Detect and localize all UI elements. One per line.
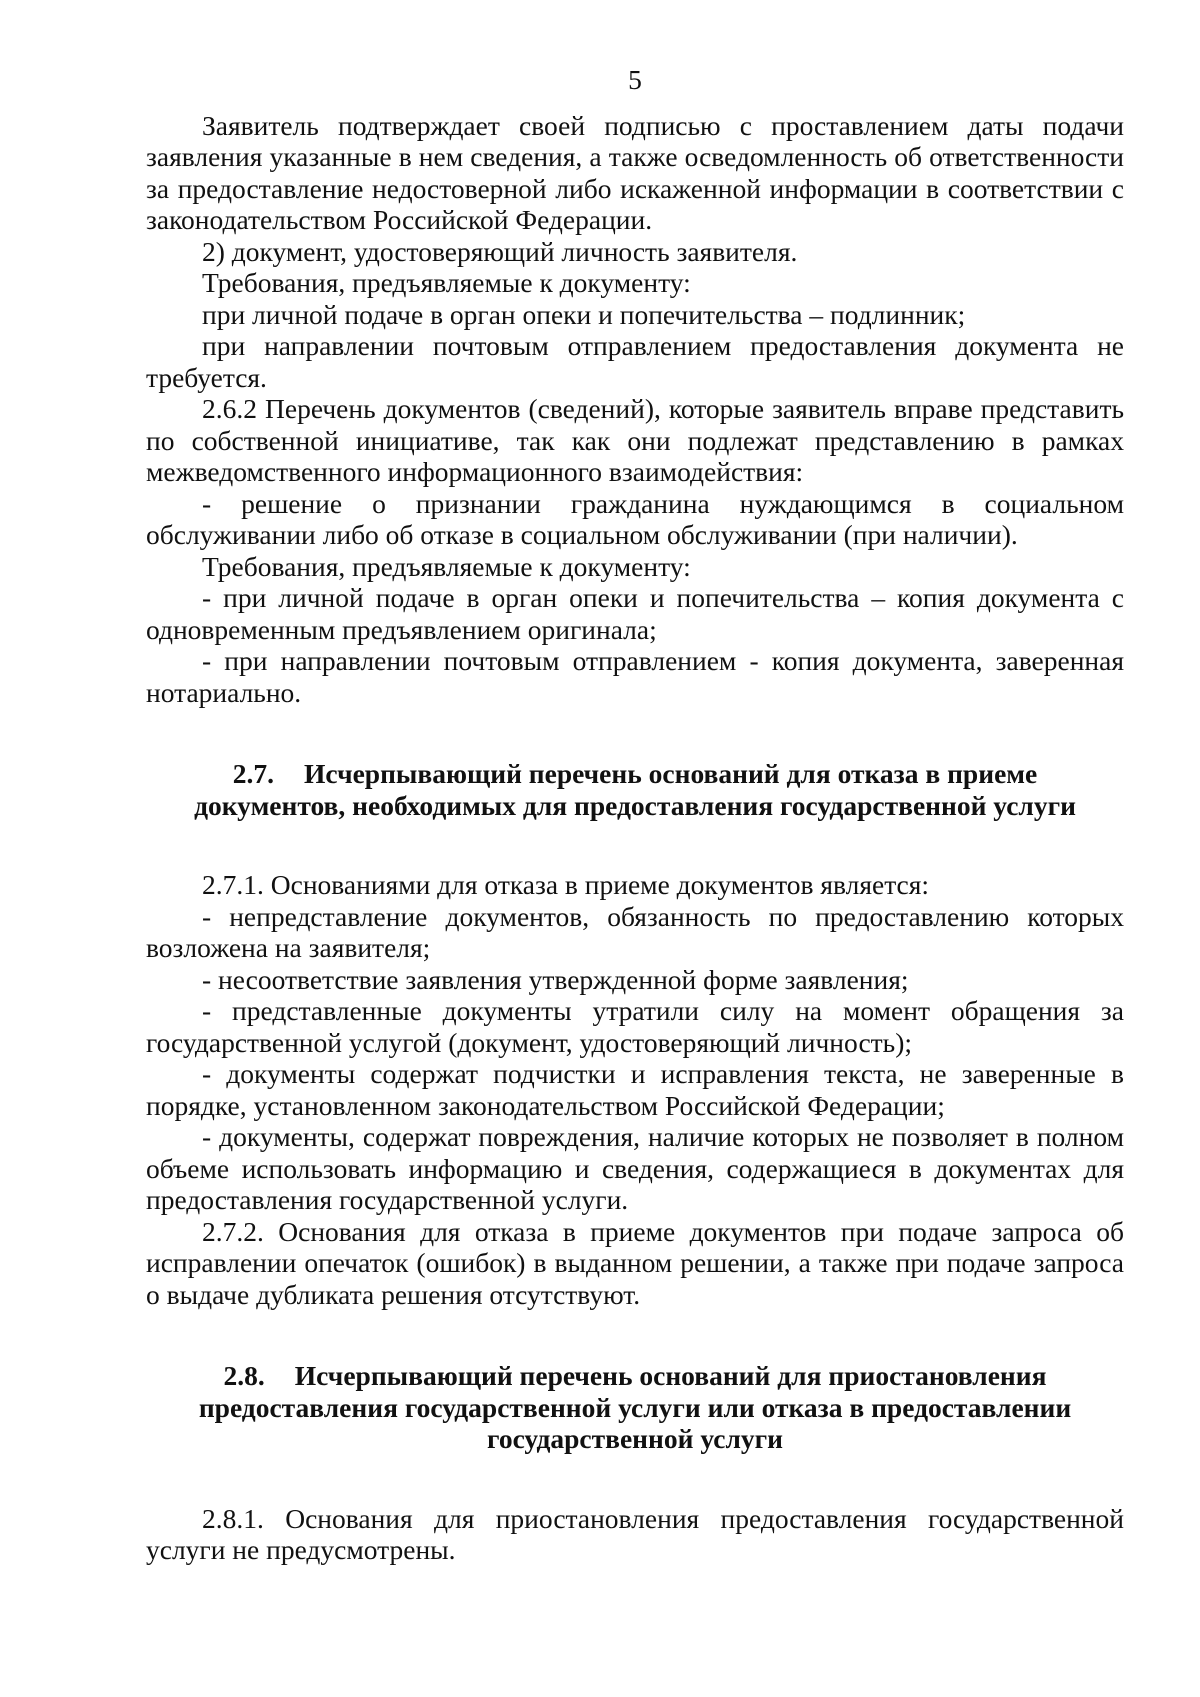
section-number-2-8: 2.8. (223, 1360, 265, 1391)
paragraph-2-7-1: 2.7.1. Основаниями для отказа в приеме документов является: (202, 869, 930, 900)
paragraph-personal-submission-copy: - при личной подаче в орган опеки и попечительства – копия документа с одновременным предъявлением оригинала; (146, 582, 1124, 645)
paragraph-personal-submission: при личной подаче в орган опеки и попечительства – подлинник; (202, 298, 966, 330)
section-title-2-8-part1: Исчерпывающий перечень оснований для приостановления (294, 1360, 1047, 1391)
paragraph-document-requirements: Требования, предъявляемые к документу: (202, 267, 691, 298)
paragraph-2-8-1: 2.8.1. Основания для приостановления предоставления государственной услуги не предусмотрены. (146, 1502, 1124, 1565)
paragraph-form-mismatch: - несоответствие заявления утвержденной форме заявления; (202, 963, 909, 995)
section-number-2-7: 2.7. (232, 758, 275, 789)
paragraph-postal-submission: при направлении почтовым отправлением предоставления документа не требуется. (146, 330, 1124, 393)
paragraph-document-requirements-2: Требования, предъявляемые к документу: (202, 550, 691, 582)
paragraph-applicant-signature: Заявитель подтверждает своей подписью с проставлением даты подачи заявления указанные в нем сведения, а также осведомленность об ответственности за предоставление недостоверной либо искаженной информации в соответствии с законодательством Российской Федерации. (146, 109, 1124, 235)
section-heading-2-7-line1 (146, 758, 1124, 790)
paragraph-damaged-documents: - документы, содержат повреждения, наличие которых не позволяет в полном объеме использовать информацию и сведения, содержащиеся в документах для предоставления государственной услуги. (146, 1121, 1124, 1215)
section-title-2-8-part2: предоставления государственной услуги или отказа в предоставлении (198, 1391, 1072, 1423)
paragraph-postal-notarized-copy: - при направлении почтовым отправлением - копия документа, заверенная нотариально. (146, 645, 1124, 708)
paragraph-2-7-2: 2.7.2. Основания для отказа в приеме документов при подаче запроса об исправлении опечаток (ошибок) в выданном решении, а также при подаче запроса о выдаче дубликата решения отсутствуют. (146, 1215, 1124, 1310)
section-title-2-7-part1: Исчерпывающий перечень оснований для отказа в приеме (304, 758, 1038, 789)
paragraph-non-submission: - непредставление документов, обязанность по предоставлению которых возложена на заявителя; (146, 900, 1124, 963)
paragraph-expired-documents: - представленные документы утратили силу на момент обращения за государственной услугой (документ, удостоверяющий личность); (146, 995, 1124, 1058)
page-number: 5 (628, 64, 642, 95)
section-title-2-7-part2: документов, необходимых для предоставления государственной услуги (194, 789, 1076, 821)
paragraph-identity-document: 2) документ, удостоверяющий личность заявителя. (202, 235, 798, 267)
section-heading-2-8-line1 (146, 1360, 1124, 1392)
paragraph-2-6-2: 2.6.2 Перечень документов (сведений), которые заявитель вправе представить по собственной инициативе, так как они подлежат представлению в рамках межведомственного информационного взаимодействия: (146, 393, 1124, 487)
section-heading-2-8 (146, 1360, 1124, 1455)
paragraph-erasures: - документы содержат подчистки и исправления текста, не заверенные в порядке, установленном законодательством Российской Федерации; (146, 1058, 1124, 1121)
document-page (146, 64, 1124, 1566)
paragraph-social-service-decision: - решение о признании гражданина нуждающимся в социальном обслуживании либо об отказе в социальном обслуживании (при наличии). (146, 487, 1124, 550)
section-title-2-8-part3: государственной услуги (487, 1423, 783, 1454)
section-heading-2-7 (146, 758, 1124, 821)
